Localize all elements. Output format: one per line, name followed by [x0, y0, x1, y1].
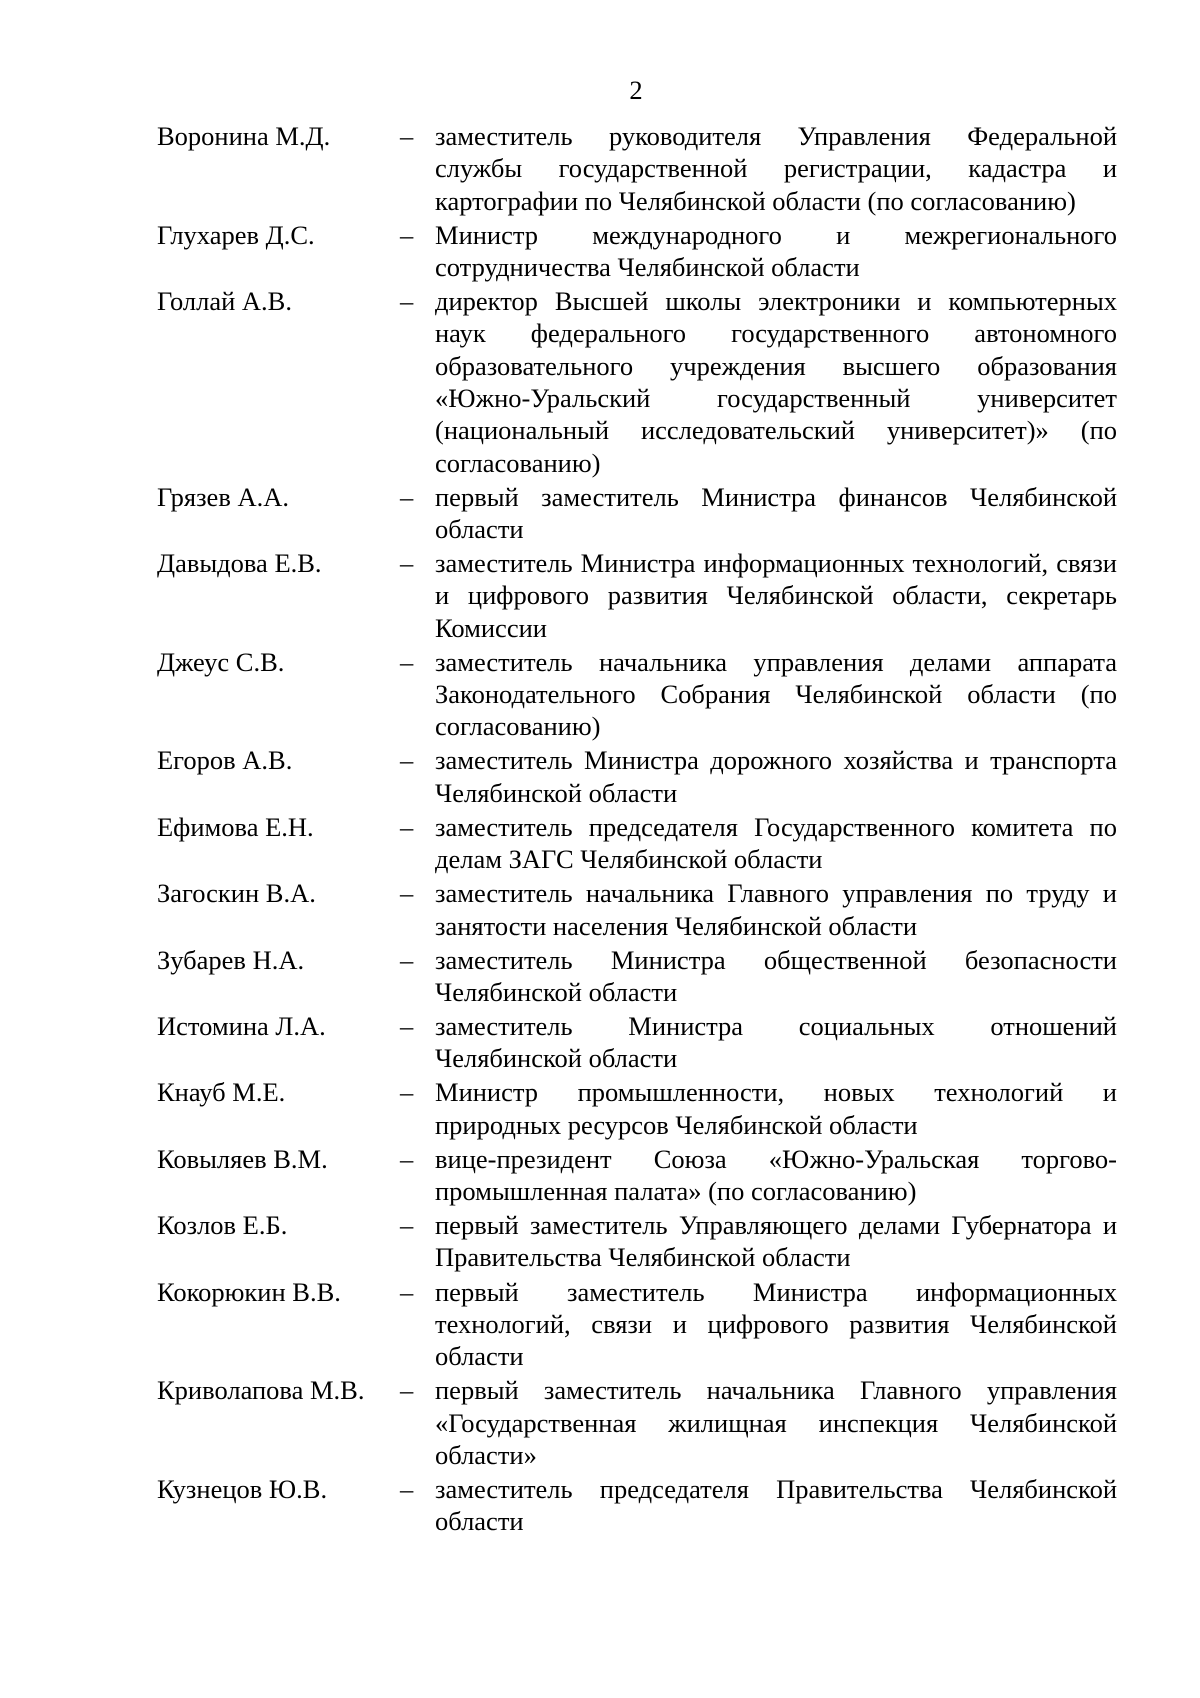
member-position: заместитель начальника управления делами аппарата Законодательного Собрания Челябинской области (по согласованию) — [435, 646, 1117, 742]
page-number: 2 — [629, 75, 643, 105]
member-name: Кокорюкин В.В. — [157, 1276, 341, 1307]
list-item — [157, 1010, 1117, 1075]
member-name: Ковыляев В.М. — [157, 1143, 328, 1174]
member-name: Зубарев Н.А. — [157, 944, 305, 975]
member-name: Голлай А.В. — [157, 286, 292, 317]
member-position: заместитель руководителя Управления Федеральной службы государственной регистрации, кадастра и картографии по Челябинской области (по согласованию) — [435, 121, 1117, 216]
list-item — [157, 1374, 1117, 1471]
member-position: заместитель Министра информационных технологий, связи и цифрового развития Челябинской области, секретарь Комиссии — [435, 548, 1117, 643]
member-list — [157, 120, 1117, 1539]
member-position: заместитель председателя Государственного комитета по делам ЗАГС Челябинской области — [435, 811, 1117, 875]
member-name: Загоскин В.А. — [157, 878, 316, 909]
dash-separator: – — [400, 121, 414, 151]
member-position: заместитель начальника Главного управления по труду и занятости населения Челябинской области — [435, 878, 1117, 941]
list-item — [157, 1276, 1117, 1373]
member-name: Ефимова Е.Н. — [157, 811, 314, 842]
member-name: Истомина Л.А. — [157, 1010, 326, 1041]
member-position: заместитель председателя Правительства Челябинской области — [435, 1473, 1117, 1537]
member-name: Джеус С.В. — [157, 646, 285, 677]
member-position: Министр международного и межрегионального сотрудничества Челябинской области — [435, 219, 1117, 282]
dash-separator: – — [400, 944, 414, 975]
member-name: Козлов Е.Б. — [157, 1210, 288, 1241]
dash-separator: – — [400, 286, 414, 317]
member-name: Егоров А.В. — [157, 745, 293, 776]
list-item — [157, 547, 1117, 644]
dash-separator: – — [400, 878, 414, 909]
dash-separator: – — [400, 1143, 414, 1174]
list-item — [157, 285, 1117, 479]
dash-separator: – — [400, 1473, 414, 1504]
list-item — [157, 944, 1117, 1009]
member-name: Кнауб М.Е. — [157, 1077, 286, 1108]
member-position: Министр промышленности, новых технологий и природных ресурсов Челябинской области — [435, 1077, 1117, 1140]
list-item — [157, 1209, 1117, 1274]
member-position: заместитель Министра общественной безопасности Челябинской области — [435, 944, 1117, 1007]
member-name: Глухарев Д.С. — [157, 219, 315, 250]
dash-separator: – — [400, 1010, 414, 1041]
dash-separator: – — [400, 745, 414, 776]
list-item — [157, 481, 1117, 546]
member-name: Криволапова М.В. — [157, 1375, 365, 1406]
member-position: заместитель Министра дорожного хозяйства и транспорта Челябинской области — [435, 745, 1117, 808]
dash-separator: – — [400, 1077, 414, 1108]
dash-separator: – — [400, 481, 414, 512]
member-name: Воронина М.Д. — [157, 121, 331, 151]
list-item — [157, 219, 1117, 284]
list-item — [157, 1473, 1117, 1538]
dash-separator: – — [400, 1210, 414, 1241]
member-position: первый заместитель начальника Главного управления «Государственная жилищная инспекция Челябинской области» — [435, 1375, 1117, 1470]
member-position: заместитель Министра социальных отношений Челябинской области — [435, 1010, 1117, 1074]
member-position: вице-президент Союза «Южно-Уральская торгово-промышленная палата» (по согласованию) — [435, 1143, 1117, 1207]
list-item — [157, 811, 1117, 876]
dash-separator: – — [400, 548, 414, 579]
member-position: первый заместитель Управляющего делами Губернатора и Правительства Челябинской области — [435, 1210, 1117, 1273]
member-position: первый заместитель Министра финансов Челябинской области — [435, 481, 1117, 544]
member-name: Грязев А.А. — [157, 481, 289, 512]
member-position: первый заместитель Министра информационных технологий, связи и цифрового развития Челябинской области — [435, 1276, 1117, 1372]
member-name: Давыдова Е.В. — [157, 548, 322, 579]
dash-separator: – — [400, 646, 414, 677]
dash-separator: – — [400, 811, 414, 842]
member-position: директор Высшей школы электроники и компьютерных наук федерального государственного автономного образовательного учреждения высшего образования «Южно-Уральский государственный университет (национальный исследовательский университет)» (по согласованию) — [435, 286, 1117, 478]
list-item — [157, 877, 1117, 942]
list-item — [157, 1143, 1117, 1208]
dash-separator: – — [400, 219, 414, 250]
list-item — [157, 646, 1117, 743]
dash-separator: – — [400, 1276, 414, 1307]
list-item — [157, 744, 1117, 809]
list-item — [157, 1076, 1117, 1141]
member-name: Кузнецов Ю.В. — [157, 1473, 328, 1504]
list-item — [157, 120, 1117, 217]
dash-separator: – — [400, 1375, 414, 1406]
